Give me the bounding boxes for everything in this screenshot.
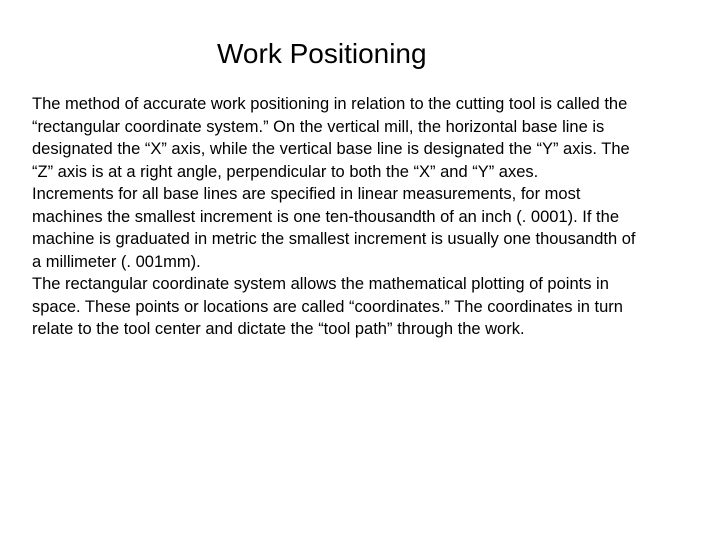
body-line: “Z” axis is at a right angle, perpendicular to both the “X” and “Y” axes.	[32, 162, 539, 181]
body-line: a millimeter (. 001mm).	[32, 252, 201, 271]
body-line: The rectangular coordinate system allows the mathematical plotting of points in	[32, 275, 609, 293]
body-line: “rectangular coordinate system.” On the vertical mill, the horizontal base line is	[32, 117, 605, 136]
body-line: The method of accurate work positioning in relation to the cutting tool is called the	[32, 95, 628, 113]
body-line: machines the smallest increment is one ten-thousandth of an inch (. 0001). If the	[32, 207, 619, 226]
body-line: space. These points or locations are called “coordinates.” The coordinates in turn	[32, 297, 623, 316]
body-line: Increments for all base lines are specified in linear measurements, for most	[32, 185, 581, 203]
body-line: relate to the tool center and dictate the “tool path” through the work.	[32, 320, 525, 338]
body-line: machine is graduated in metric the smallest increment is usually one thousandth of	[32, 230, 636, 248]
slide-title: Work Positioning	[217, 38, 427, 69]
body-line: designated the “X” axis, while the vertical base line is designated the “Y” axis. The	[32, 140, 630, 158]
slide-body	[32, 93, 704, 341]
